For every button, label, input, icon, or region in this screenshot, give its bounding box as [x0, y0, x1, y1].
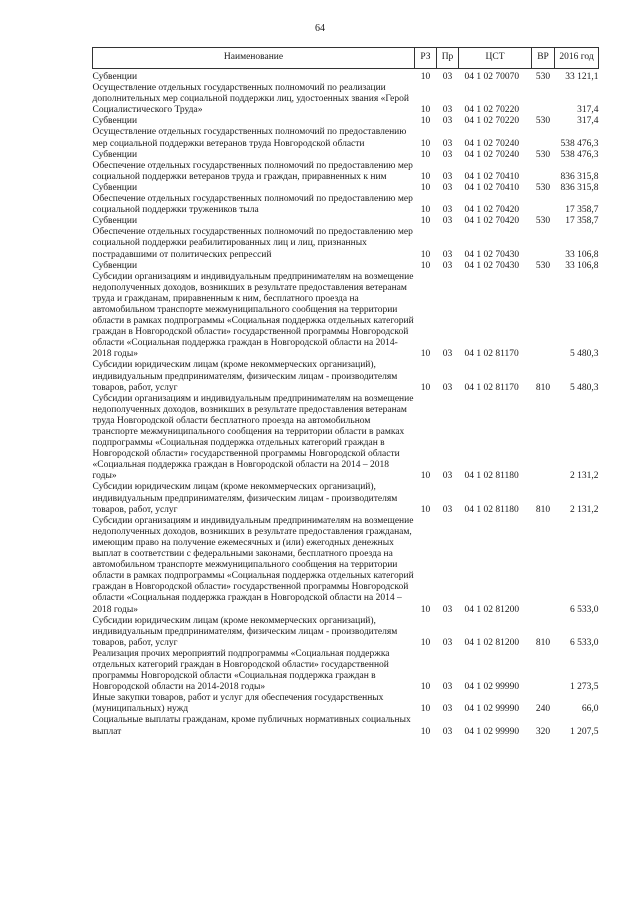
- cell-pr: 03: [442, 149, 453, 160]
- cell-name: Субсидии юридическим лицам (кроме некоммерческих организаций), индивидуальным предпринимателям, физическим лицам - производителям товаров, работ, услуг: [92, 482, 398, 515]
- table-row: [93, 715, 599, 737]
- cell-vr: [532, 161, 555, 183]
- table-row: [93, 69, 599, 84]
- cell-pr: 03: [442, 604, 453, 615]
- cell-sum: 538 476,3: [560, 138, 599, 149]
- cell-name: Субвенции: [92, 216, 138, 227]
- page-number: 64: [315, 23, 325, 34]
- cell-vr: 320: [535, 726, 551, 737]
- table-row: [93, 616, 599, 649]
- cell-rz: 10: [420, 138, 431, 149]
- table-row: [93, 216, 599, 227]
- cell-sum: 17 358,7: [565, 205, 599, 216]
- cell-sum: 33 106,8: [565, 260, 599, 271]
- cell-name: Субсидии юридическим лицам (кроме некоммерческих организаций), индивидуальным предпринимателям, физическим лицам - производителям товаров, работ, услуг: [92, 360, 398, 393]
- cell-cst: 04 1 02 81170: [464, 349, 519, 360]
- cell-name: Осуществление отдельных государственных полномочий по предоставлению мер социальной поддержки ветеранов труда Новгородской области: [92, 127, 407, 149]
- cell-name: Субвенции: [92, 149, 138, 160]
- cell-rz: 10: [420, 704, 431, 715]
- table-row: [93, 150, 599, 161]
- cell-vr: [532, 649, 555, 693]
- cell-cst: 04 1 02 99990: [464, 726, 520, 737]
- cell-cst: 04 1 02 99990: [464, 682, 520, 693]
- cell-name: Субсидии организациям и индивидуальным предпринимателям на возмещение недополученных доходов, возникших в результате предоставления ветеранам труда Новгородской области бесплатного проезда на автомобильном транспорте межмуниципального сообщения на территории области в рамках подпрограммы «Социальная поддержка отдельных категорий граждан в Новгородской области» государственной программы Новгородской области «Социальная поддержка граждан в Новгородской области на 2014 – 2018 годы»: [92, 393, 414, 482]
- cell-cst: 04 1 02 70070: [464, 72, 520, 82]
- table-row: [93, 482, 599, 515]
- cell-name: Субвенции: [92, 72, 138, 82]
- cell-cst: 04 1 02 70410: [464, 171, 520, 182]
- cell-sum: 1 273,5: [570, 682, 599, 693]
- cell-sum: 538 476,3: [560, 149, 599, 160]
- cell-vr: 240: [535, 704, 551, 715]
- cell-name: Обеспечение отдельных государственных полномочий по предоставлению мер социальной поддержки тружеников тыла: [92, 194, 413, 216]
- cell-name: Осуществление отдельных государственных полномочий по реализации дополнительных мер социальной поддержки лиц, удостоенных звания «Герой Социалистического Труда»: [92, 83, 409, 116]
- cell-rz: 10: [420, 260, 431, 271]
- cell-rz: 10: [420, 205, 431, 216]
- cell-name: Субсидии организациям и индивидуальным предпринимателям на возмещение недополученных доходов, возникших в результате предоставления ветеранам труда и гражданам, приравненным к ним, бесплатного проезда на автомобильном транспорте межмуниципального сообщения на территории области в рамках подпрограммы «Социальная поддержка отдельных категорий граждан в Новгородской области» государственной программы Новгородской области «Социальная поддержка граждан в Новгородской области на 2014-2018 годы»: [92, 271, 414, 360]
- cell-pr: 03: [442, 682, 453, 693]
- cell-name: Реализация прочих мероприятий подпрограммы «Социальная поддержка отдельных категорий граждан в Новгородской области» государственной программы Новгородской области «Социальная поддержка граждан в Новгородской области на 2014-2018 годы»: [92, 648, 390, 693]
- table-row: [93, 161, 599, 183]
- table-row: [93, 394, 599, 483]
- cell-vr: 810: [535, 637, 551, 648]
- cell-name: Субсидии юридическим лицам (кроме некоммерческих организаций), индивидуальным предпринимателям, физическим лицам - производителям товаров, работ, услуг: [92, 615, 398, 648]
- cell-cst: 04 1 02 70430: [464, 260, 520, 271]
- cell-rz: 10: [420, 171, 431, 182]
- cell-cst: 04 1 02 81170: [464, 382, 519, 393]
- cell-rz: 10: [420, 72, 431, 82]
- cell-vr: [532, 516, 555, 616]
- table-row: [93, 127, 599, 149]
- cell-rz: 10: [420, 726, 431, 737]
- cell-pr: 03: [442, 249, 453, 260]
- cell-sum: 317,4: [577, 105, 599, 116]
- cell-vr: 530: [535, 72, 551, 82]
- cell-vr: [532, 227, 555, 260]
- table-row: [93, 194, 599, 216]
- cell-pr: 03: [442, 205, 453, 216]
- cell-rz: 10: [420, 637, 431, 648]
- cell-pr: 03: [442, 171, 453, 182]
- cell-name: Иные закупки товаров, работ и услуг для обеспечения государственных (муниципальных) нужд: [92, 693, 384, 715]
- cell-rz: 10: [420, 504, 431, 515]
- cell-name: Субвенции: [92, 182, 138, 193]
- cell-name: Обеспечение отдельных государственных полномочий по предоставлению мер социальной поддержки реабилитированных лиц и лиц, признанных пострадавшими от политических репрессий: [92, 227, 413, 260]
- cell-sum: 836 315,8: [560, 182, 599, 193]
- cell-cst: 04 1 02 70240: [464, 138, 520, 149]
- cell-sum: 5 480,3: [570, 382, 599, 393]
- cell-sum: 33 106,8: [565, 249, 599, 260]
- cell-cst: 04 1 02 70430: [464, 249, 520, 260]
- header-rz: РЗ: [415, 48, 437, 69]
- cell-pr: 03: [442, 349, 453, 360]
- cell-vr: [532, 194, 555, 216]
- table-header-row: [93, 48, 599, 69]
- cell-sum: 6 533,0: [570, 604, 599, 615]
- cell-pr: 03: [442, 182, 453, 193]
- header-sum: 2016 год: [555, 48, 599, 69]
- budget-table: [92, 47, 599, 738]
- cell-cst: 04 1 02 81180: [464, 504, 519, 515]
- table-row: [93, 116, 599, 127]
- cell-pr: 03: [442, 637, 453, 648]
- cell-vr: 530: [535, 260, 551, 271]
- cell-pr: 03: [442, 471, 453, 482]
- cell-rz: 10: [420, 182, 431, 193]
- header-name: Наименование: [93, 48, 415, 69]
- table-row: [93, 227, 599, 260]
- cell-pr: 03: [442, 138, 453, 149]
- cell-rz: 10: [420, 604, 431, 615]
- cell-pr: 03: [442, 260, 453, 271]
- cell-cst: 04 1 02 81200: [464, 637, 520, 648]
- cell-vr: [532, 272, 555, 361]
- table-row: [93, 516, 599, 616]
- cell-name: Субвенции: [92, 116, 138, 127]
- cell-pr: 03: [442, 704, 453, 715]
- cell-rz: 10: [420, 216, 431, 227]
- cell-name: Социальные выплаты гражданам, кроме публичных нормативных социальных выплат: [92, 715, 411, 737]
- cell-cst: 04 1 02 70220: [464, 116, 520, 127]
- cell-cst: 04 1 02 81180: [464, 471, 519, 482]
- cell-pr: 03: [442, 216, 453, 227]
- cell-sum: 1 207,5: [570, 726, 599, 737]
- cell-vr: [532, 394, 555, 483]
- header-cst: ЦСТ: [459, 48, 532, 69]
- table-row: [93, 83, 599, 116]
- cell-name: Субвенции: [92, 260, 138, 271]
- cell-cst: 04 1 02 70240: [464, 149, 520, 160]
- header-vr: ВР: [532, 48, 555, 69]
- cell-cst: 04 1 02 99990: [464, 704, 520, 715]
- cell-rz: 10: [420, 471, 431, 482]
- cell-pr: 03: [442, 382, 453, 393]
- cell-vr: [532, 83, 555, 116]
- cell-sum: 33 121,1: [565, 72, 599, 82]
- cell-pr: 03: [442, 116, 453, 127]
- table-row: [93, 272, 599, 361]
- cell-pr: 03: [442, 726, 453, 737]
- cell-pr: 03: [442, 72, 453, 82]
- cell-sum: 5 480,3: [570, 349, 599, 360]
- cell-vr: 530: [535, 116, 551, 127]
- cell-sum: 2 131,2: [570, 504, 599, 515]
- cell-vr: 530: [535, 216, 551, 227]
- cell-rz: 10: [420, 105, 431, 116]
- cell-rz: 10: [420, 116, 431, 127]
- cell-cst: 04 1 02 70410: [464, 182, 520, 193]
- cell-name: Обеспечение отдельных государственных полномочий по предоставлению мер социальной поддержки ветеранов труда и граждан, приравненных к ним: [92, 160, 413, 182]
- cell-sum: 17 358,7: [565, 216, 599, 227]
- table-row: [93, 649, 599, 693]
- cell-sum: 2 131,2: [570, 471, 599, 482]
- table-row: [93, 693, 599, 715]
- cell-cst: 04 1 02 81200: [464, 604, 520, 615]
- cell-vr: 530: [535, 149, 551, 160]
- cell-cst: 04 1 02 70220: [464, 105, 520, 116]
- cell-rz: 10: [420, 382, 431, 393]
- table-row: [93, 261, 599, 272]
- cell-sum: 836 315,8: [560, 171, 599, 182]
- cell-name: Субсидии организациям и индивидуальным предпринимателям на возмещение недополученных доходов, возникших в результате предоставления гражданам, имеющим право на получение ежемесячных и (или) ежегодных денежных выплат в соответствии с федеральными законами, бесплатного проезда на автомобильном транспорте межмуниципального сообщения на территории области в рамках подпрограммы «Социальная поддержка отдельных категорий граждан в Новгородской области» государственной программы Новгородской области «Социальная поддержка граждан в Новгородской области на 2014 – 2018 годы»: [92, 515, 414, 615]
- cell-vr: [532, 127, 555, 149]
- cell-pr: 03: [442, 504, 453, 515]
- cell-cst: 04 1 02 70420: [464, 205, 520, 216]
- header-pr: Пр: [437, 48, 459, 69]
- cell-sum: 6 533,0: [570, 637, 599, 648]
- table-body: [93, 69, 599, 738]
- cell-rz: 10: [420, 249, 431, 260]
- cell-pr: 03: [442, 105, 453, 116]
- cell-sum: 317,4: [577, 116, 599, 127]
- cell-sum: 66,0: [581, 704, 599, 715]
- cell-cst: 04 1 02 70420: [464, 216, 520, 227]
- table-row: [93, 183, 599, 194]
- cell-rz: 10: [420, 349, 431, 360]
- cell-vr: 530: [535, 182, 551, 193]
- cell-vr: 810: [535, 504, 551, 515]
- cell-vr: 810: [535, 382, 551, 393]
- cell-rz: 10: [420, 682, 431, 693]
- table-row: [93, 360, 599, 393]
- cell-rz: 10: [420, 149, 431, 160]
